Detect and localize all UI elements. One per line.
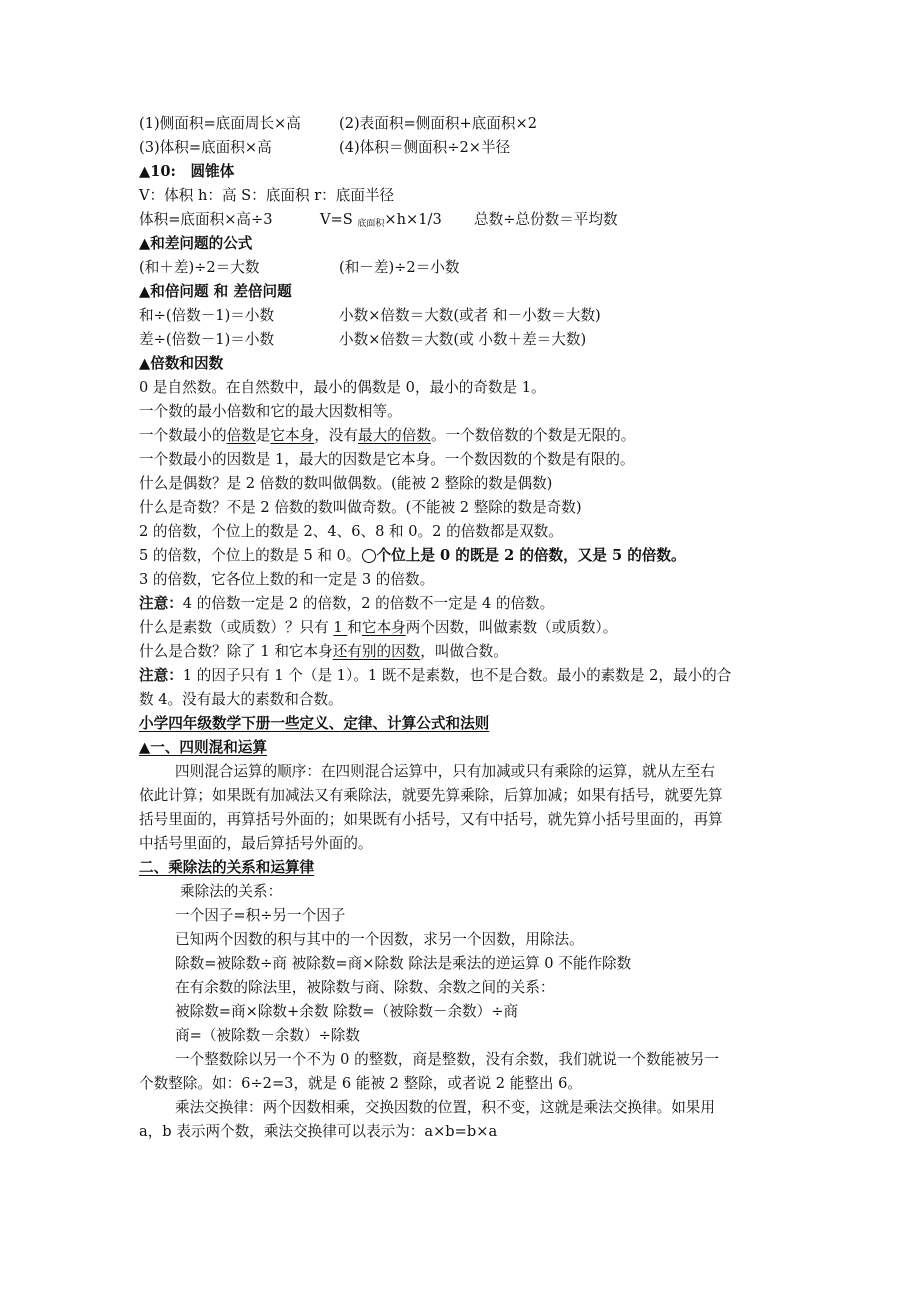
sum-multiple-big: 小数×倍数＝大数(或者 和－小数＝大数) — [339, 307, 601, 324]
factors-line-8: 5 的倍数，个位上的数是 5 和 0。 个位上是 0 的既是 2 的倍数，又是 5 的倍数。 — [139, 547, 686, 564]
sum-multiple-small: 和÷(倍数－1)＝小数 — [139, 307, 275, 324]
diff-multiple-big: 小数×倍数＝大数(或 小数＋差＝大数) — [339, 331, 587, 348]
factors-line-13: 注意：1 的因子只有 1 个（是 1）。1 既不是素数，也不是合数。最小的素数是 2，最小的合 — [139, 667, 732, 684]
sum-diff-big: (和＋差)÷2＝大数 — [139, 259, 260, 276]
circle-mark-icon — [362, 549, 376, 563]
cylinder-volume-alt: (4)体积＝侧面积÷2×半径 — [339, 139, 511, 156]
section-2-line-1: 乘除法的关系： — [180, 883, 283, 900]
factors-line-9: 3 的倍数，它各位上数的和一定是 3 的倍数。 — [139, 571, 435, 588]
factors-line-4: 一个数最小的因数是 1，最大的因数是它本身。一个数因数的个数是有限的。 — [139, 451, 635, 468]
factors-line-14: 数 4。没有最大的素数和合数。 — [139, 691, 343, 708]
section-1-heading: ▲一、四则混和运算 — [139, 739, 267, 756]
factors-line-5: 什么是偶数？是 2 倍数的数叫做偶数。(能被 2 整除的数是偶数) — [139, 475, 553, 492]
cylinder-lateral-area: (1)侧面积=底面周长×高 — [139, 115, 301, 132]
cone-volume-symbolic: V=S $_{底面积}$×h×1/3 — [320, 211, 442, 229]
factors-heading: ▲倍数和因数 — [139, 355, 224, 372]
section-2-line-6: 被除数=商×除数+余数 除数=（被除数－余数）÷商 — [175, 1003, 519, 1020]
factors-line-6: 什么是奇数？不是 2 倍数的数叫做奇数。(不能被 2 整除的数是奇数) — [139, 499, 582, 516]
section-2-line-2: 一个因子=积÷另一个因子 — [175, 907, 346, 924]
cylinder-volume: (3)体积=底面积×高 — [139, 139, 272, 156]
factors-line-2: 一个数的最小倍数和它的最大因数相等。 — [139, 403, 402, 420]
section-2-line-4: 除数=被除数÷商 被除数=商×除数 除法是乘法的逆运算 0 不能作除数 — [175, 955, 632, 972]
section-2-line-10: 乘法交换律：两个因数相乘，交换因数的位置，积不变，这就是乘法交换律。如果用 — [175, 1099, 715, 1116]
section-1-para-line-3: 括号里面的，再算括号外面的；如果既有小括号，又有中括号，就先算小括号里面的，再算 — [139, 811, 723, 828]
multiple-heading: ▲和倍问题 和 差倍问题 — [139, 283, 292, 300]
section-2-line-7: 商=（被除数－余数）÷除数 — [175, 1027, 360, 1044]
factors-line-10: 注意：4 的倍数一定是 2 的倍数，2 的倍数不一定是 4 的倍数。 — [139, 595, 555, 612]
cone-heading: ▲10: 圆锥体 — [139, 163, 235, 180]
factors-line-1: 0 是自然数。在自然数中，最小的偶数是 0，最小的奇数是 1。 — [139, 379, 546, 396]
factors-line-7: 2 的倍数，个位上的数是 2、4、6、8 和 0。2 的倍数都是双数。 — [139, 523, 563, 540]
section-2-heading: 二、乘除法的关系和运算律 — [139, 859, 315, 876]
grade4-title: 小学四年级数学下册一些定义、定律、计算公式和法则 — [139, 715, 490, 732]
section-1-para-line-4: 中括号里面的，最后算括号外面的。 — [139, 835, 373, 852]
section-2-line-8: 一个整数除以另一个不为 0 的整数，商是整数，没有余数，我们就说一个数能被另一 — [175, 1051, 719, 1068]
cone-volume: 体积=底面积×高÷3 — [139, 211, 273, 228]
section-2-line-5: 在有余数的除法里，被除数与商、除数、余数之间的关系： — [175, 979, 555, 996]
factors-line-3: 一个数最小的倍数是它本身，没有最大的倍数。一个数倍数的个数是无限的。 — [139, 427, 636, 444]
sum-diff-heading: ▲和差问题的公式 — [139, 235, 253, 252]
section-1-para-line-2: 依此计算；如果既有加减法又有乘除法，就要先算乘除，后算加减；如果有括号，就要先算 — [139, 787, 723, 804]
sum-diff-small: (和－差)÷2＝小数 — [339, 259, 460, 276]
section-1-para-line-1: 四则混合运算的顺序：在四则混合运算中，只有加减或只有乘除的运算，就从左至右 — [175, 763, 715, 780]
cone-variables: V：体积 h：高 S：底面积 r：底面半径 — [139, 187, 395, 204]
average-formula: 总数÷总份数＝平均数 — [474, 211, 618, 228]
section-2-line-9: 个数整除。如：6÷2=3，就是 6 能被 2 整除，或者说 2 能整出 6。 — [139, 1075, 582, 1092]
section-2-line-11: a，b 表示两个数，乘法交换律可以表示为：a×b=b×a — [139, 1123, 498, 1140]
factors-line-11: 什么是素数（或质数）？只有 1 和它本身两个因数，叫做素数（或质数）。 — [139, 619, 618, 636]
section-2-line-3: 已知两个因数的积与其中的一个因数，求另一个因数，用除法。 — [175, 931, 584, 948]
factors-line-12: 什么是合数？除了 1 和它本身还有别的因数，叫做合数。 — [139, 643, 508, 660]
diff-multiple-small: 差÷(倍数－1)＝小数 — [139, 331, 275, 348]
cylinder-surface-area: (2)表面积=侧面积+底面积×2 — [339, 115, 537, 132]
